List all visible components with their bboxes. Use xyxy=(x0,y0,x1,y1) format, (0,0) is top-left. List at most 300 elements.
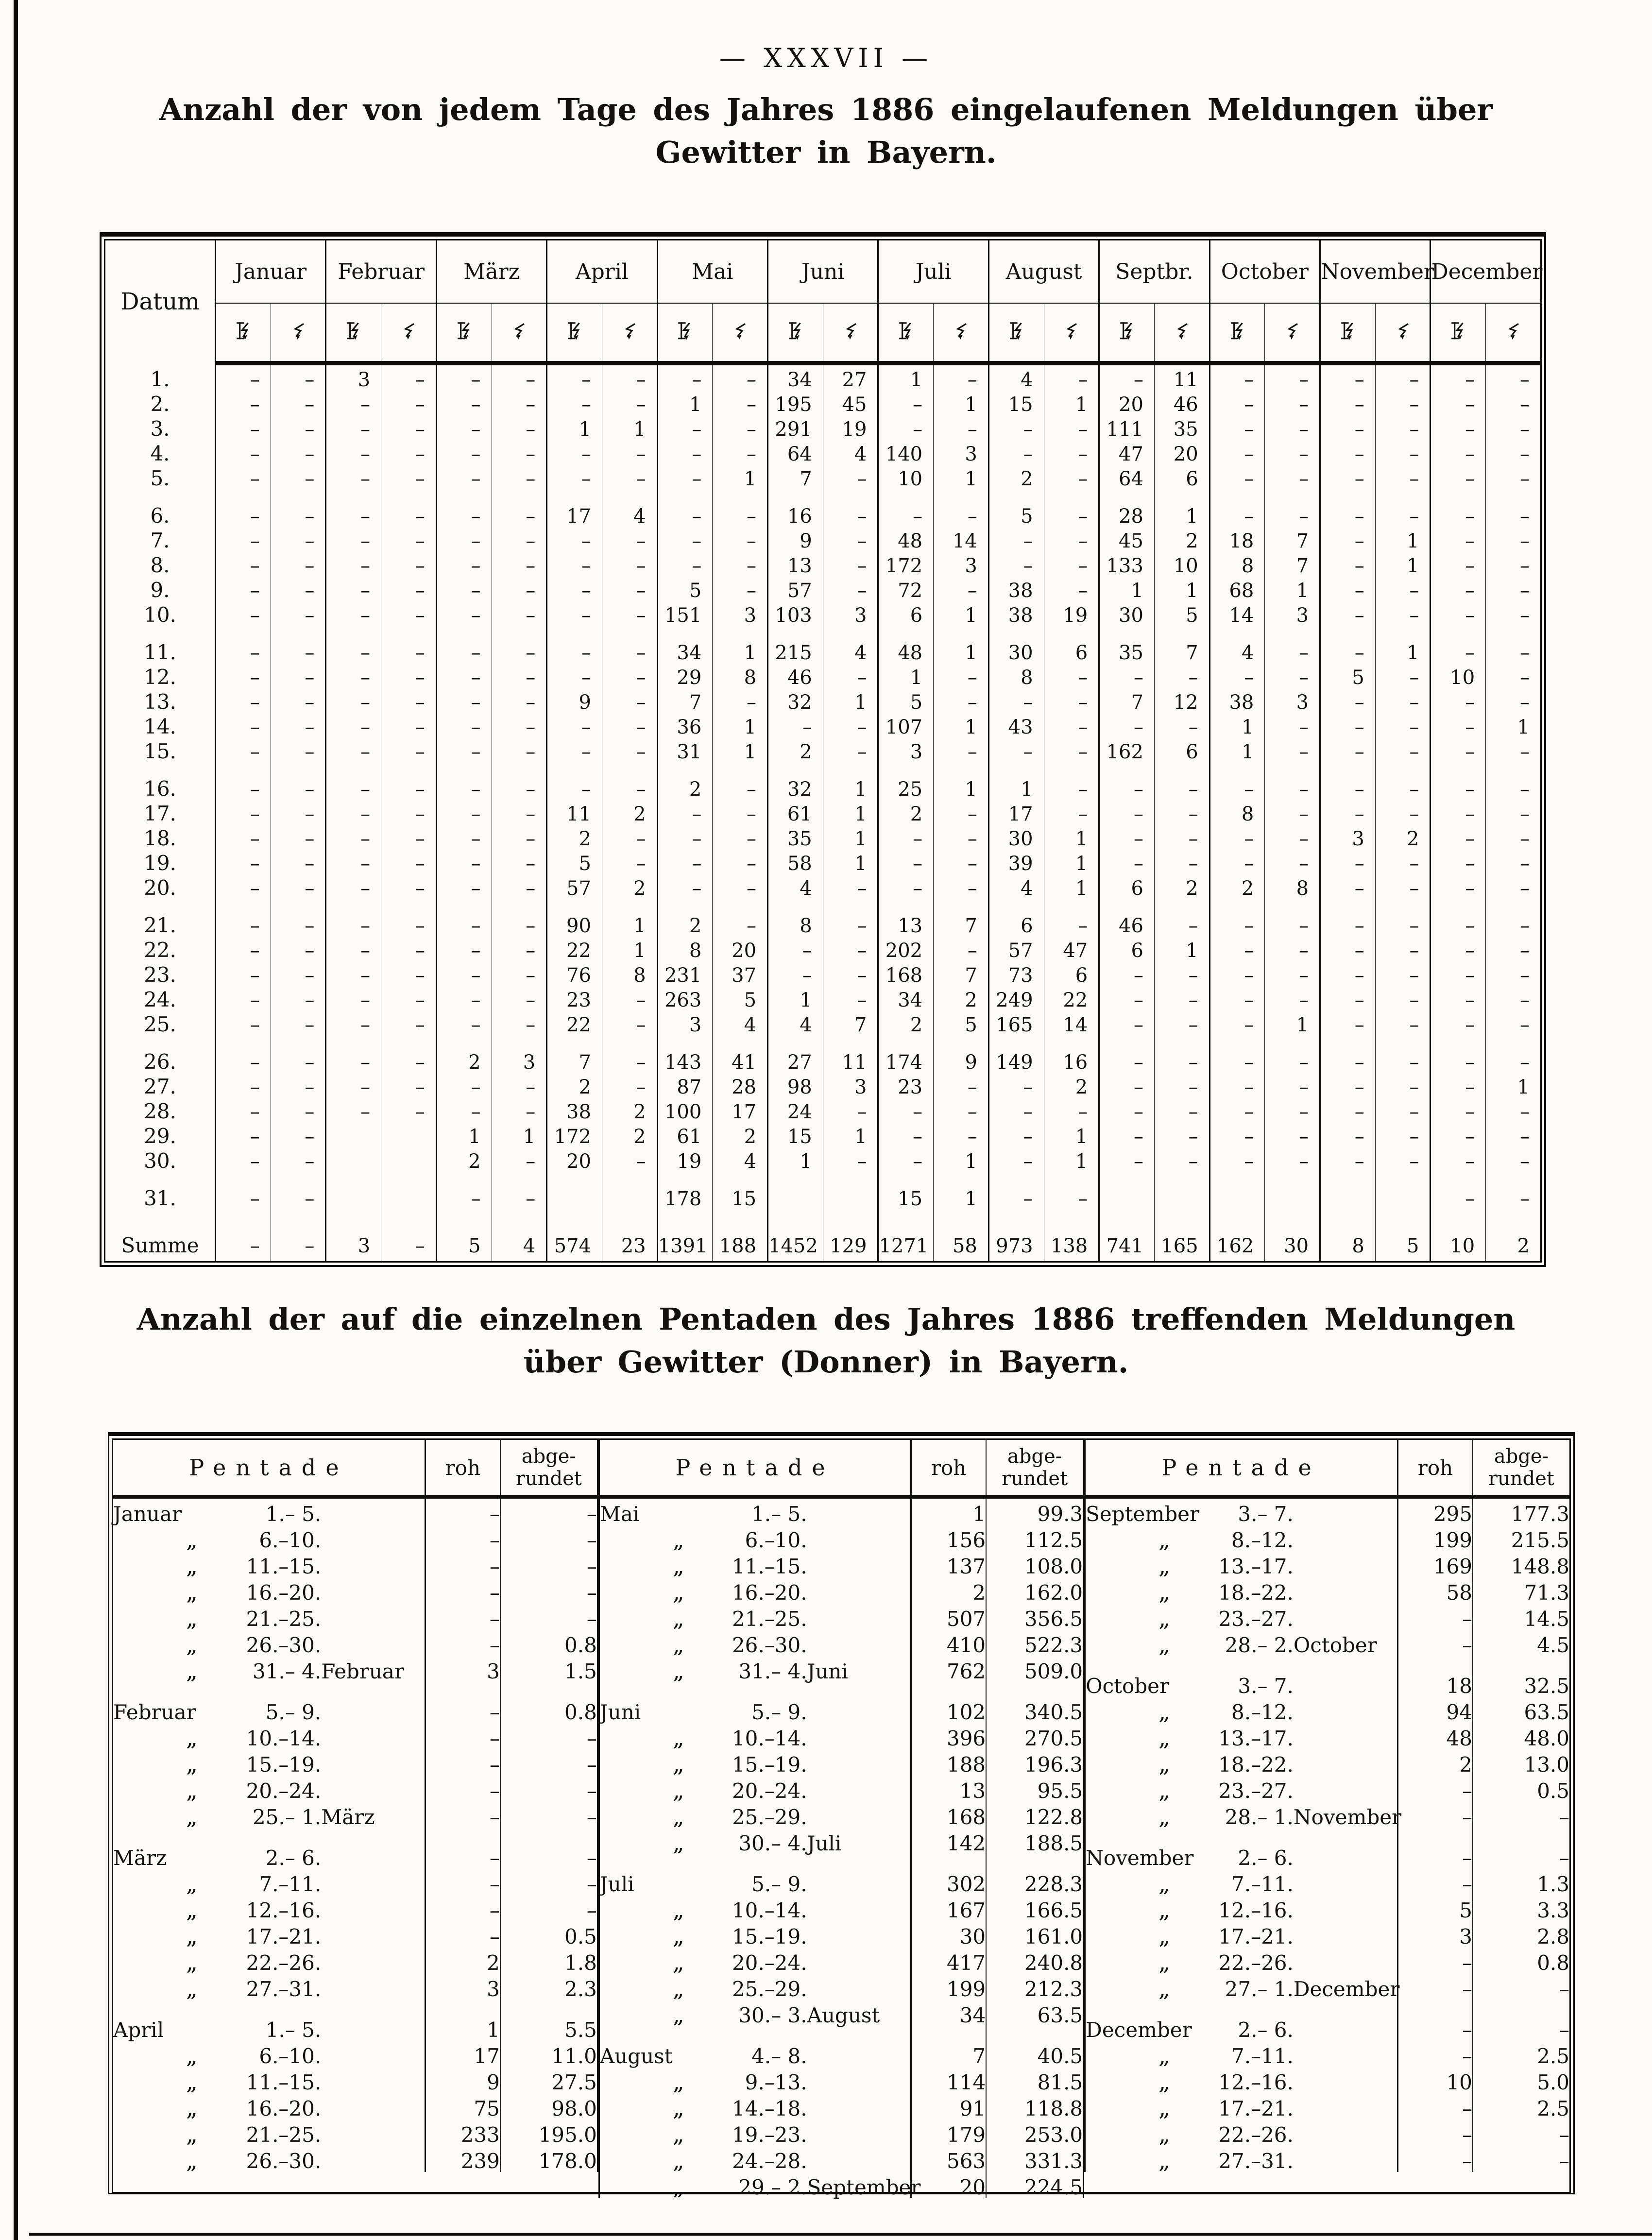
value-cell: – xyxy=(547,713,602,737)
row-label: 6. xyxy=(105,489,216,527)
value-cell: 1 xyxy=(1044,874,1099,899)
value-cell: 7 xyxy=(1154,626,1209,663)
row-label: 24. xyxy=(105,986,216,1010)
value-cell: – xyxy=(1320,626,1376,663)
value-cell: 2 xyxy=(878,800,934,824)
abgerundet-value: 63.5 xyxy=(986,2000,1084,2026)
value-cell: 1 xyxy=(1486,713,1541,737)
value-cell: – xyxy=(216,390,271,415)
value-cell: – xyxy=(1099,1010,1155,1035)
value-cell: – xyxy=(271,688,326,713)
pentad-suffix-month xyxy=(807,1682,911,1723)
value-cell: – xyxy=(1431,1147,1486,1172)
value-cell xyxy=(823,1172,878,1209)
day-row xyxy=(105,961,1541,986)
day-row xyxy=(105,626,1541,663)
value-cell: 202 xyxy=(878,936,934,961)
value-cell: 3 xyxy=(823,601,878,626)
wetterleuchten-column-header xyxy=(713,303,768,363)
ditto-mark: „ xyxy=(672,1975,684,2001)
value-cell: – xyxy=(1265,986,1320,1010)
month-header-row xyxy=(105,240,1541,304)
value-cell: 7 xyxy=(934,961,989,986)
value-cell: – xyxy=(436,626,492,663)
value-cell: 7 xyxy=(823,1010,878,1035)
pentad-suffix-month xyxy=(807,2067,911,2093)
ditto-mark: „ xyxy=(186,2120,198,2147)
value-cell: – xyxy=(271,737,326,762)
value-cell: – xyxy=(1209,1073,1265,1097)
abgerundet-value: 224.5 xyxy=(986,2172,1084,2198)
ditto-mark: „ xyxy=(186,1896,198,1923)
wetterleuchten-icon xyxy=(1505,321,1521,342)
row-label: 15. xyxy=(105,737,216,762)
value-cell: – xyxy=(381,824,437,849)
value-cell: 1 xyxy=(1375,527,1431,551)
value-cell: 17 xyxy=(547,489,602,527)
value-cell: 231 xyxy=(657,961,713,986)
value-cell: – xyxy=(1265,626,1320,663)
abgerundet-value: 108.0 xyxy=(986,1551,1084,1577)
pentad-month: Juni xyxy=(599,1700,641,1724)
row-label: 20. xyxy=(105,874,216,899)
value-cell: – xyxy=(1320,527,1376,551)
ditto-mark: „ xyxy=(672,1777,684,1803)
value-cell: 1 xyxy=(713,713,768,737)
value-cell: – xyxy=(381,713,437,737)
value-cell: – xyxy=(988,1147,1044,1172)
ditto-mark: „ xyxy=(186,1605,198,1631)
value-cell: – xyxy=(1375,489,1431,527)
pentad-row xyxy=(599,1682,1083,1723)
value-cell: – xyxy=(216,762,271,800)
pentad-month: August xyxy=(599,2044,673,2068)
value-cell: – xyxy=(1320,440,1376,464)
pentad-range: 20.–24. xyxy=(732,1950,807,1975)
pentad-row xyxy=(113,1723,597,1749)
abgerundet-value: 0.5 xyxy=(1473,1776,1569,1802)
pentad-suffix-month xyxy=(807,2093,911,2120)
pentad-row xyxy=(599,1802,1083,1828)
roh-value: 18 xyxy=(1397,1656,1473,1697)
value-cell: – xyxy=(381,1010,437,1035)
roh-value: – xyxy=(425,1869,500,1895)
roh-value: – xyxy=(425,1525,500,1551)
value-cell: – xyxy=(492,440,547,464)
value-cell: – xyxy=(381,874,437,899)
value-cell: 2 xyxy=(657,762,713,800)
value-cell: 8 xyxy=(1209,800,1265,824)
value-cell: – xyxy=(1320,551,1376,576)
pentad-range: 6.–10. xyxy=(259,2044,322,2068)
value-cell: – xyxy=(823,489,878,527)
value-cell: 11 xyxy=(1154,363,1209,391)
value-cell: 64 xyxy=(768,440,823,464)
value-cell: 107 xyxy=(878,713,934,737)
value-cell: – xyxy=(988,688,1044,713)
value-cell: 973 xyxy=(988,1209,1044,1262)
pentad-range: 12.–16. xyxy=(1218,2070,1294,2094)
wetterleuchten-icon xyxy=(843,321,858,342)
value-cell: 57 xyxy=(988,936,1044,961)
value-cell: – xyxy=(216,1172,271,1209)
abgerundet-value: 215.5 xyxy=(1473,1525,1569,1551)
value-cell: – xyxy=(492,849,547,874)
pentad-suffix-month xyxy=(1294,1551,1398,1577)
pentad-range: 15.–19. xyxy=(732,1924,807,1949)
value-cell: – xyxy=(436,849,492,874)
value-cell: – xyxy=(1265,824,1320,849)
value-cell: – xyxy=(1431,961,1486,986)
value-cell: 6 xyxy=(1154,464,1209,489)
pentad-suffix-month xyxy=(1294,1497,1398,1525)
pentad-row xyxy=(113,1921,597,1948)
value-cell: – xyxy=(492,961,547,986)
pentad-range: 17.–21. xyxy=(246,1924,322,1949)
daily-reports-table xyxy=(104,239,1542,1263)
abgerundet-value: 40.5 xyxy=(986,2026,1084,2067)
value-cell: – xyxy=(492,601,547,626)
month-header-october: October xyxy=(1209,240,1320,304)
pentad-row xyxy=(599,1497,1083,1525)
value-cell: – xyxy=(1209,762,1265,800)
value-cell: – xyxy=(1431,626,1486,663)
value-cell: – xyxy=(602,762,657,800)
pentad-suffix-month xyxy=(1294,1948,1398,1974)
value-cell: – xyxy=(271,849,326,874)
abgerundet-value: 253.0 xyxy=(986,2120,1084,2146)
row-label: 27. xyxy=(105,1073,216,1097)
abgerundet-value: 212.3 xyxy=(986,1974,1084,2000)
value-cell: – xyxy=(1431,874,1486,899)
value-cell: – xyxy=(1044,899,1099,936)
roh-value: 762 xyxy=(911,1656,987,1682)
value-cell: – xyxy=(271,986,326,1010)
value-cell: – xyxy=(602,601,657,626)
value-cell: – xyxy=(271,961,326,986)
value-cell: 30 xyxy=(1099,601,1155,626)
value-cell: 3 xyxy=(934,551,989,576)
value-cell: 4 xyxy=(768,1010,823,1035)
value-cell: – xyxy=(713,489,768,527)
roh-value: 114 xyxy=(911,2067,987,2093)
value-cell: – xyxy=(1044,576,1099,601)
value-cell: – xyxy=(1044,363,1099,391)
value-cell: – xyxy=(216,576,271,601)
abgerundet-value: 98.0 xyxy=(500,2093,598,2120)
value-cell: – xyxy=(1154,1122,1209,1147)
pentad-row xyxy=(1085,1525,1569,1551)
value-cell: – xyxy=(436,899,492,936)
value-cell: – xyxy=(1320,1122,1376,1147)
ditto-mark: „ xyxy=(186,1803,198,1830)
value-cell: – xyxy=(381,663,437,688)
value-cell: – xyxy=(1265,1035,1320,1073)
gewitter-column-header xyxy=(326,303,381,363)
value-cell: – xyxy=(492,390,547,415)
pentad-range: 15.–19. xyxy=(246,1752,322,1777)
value-cell: 57 xyxy=(547,874,602,899)
pentad-row xyxy=(1085,1656,1569,1697)
wetterleuchten-column-header xyxy=(934,303,989,363)
value-cell: – xyxy=(381,986,437,1010)
day-row xyxy=(105,663,1541,688)
value-cell: 36 xyxy=(657,713,713,737)
value-cell: – xyxy=(216,824,271,849)
gewitter-column-header xyxy=(1099,303,1155,363)
pentad-group-2 xyxy=(598,1440,1084,2198)
value-cell: 48 xyxy=(878,527,934,551)
roh-header: roh xyxy=(1397,1440,1473,1497)
value-cell: – xyxy=(326,961,381,986)
value-cell: – xyxy=(602,1147,657,1172)
value-cell: – xyxy=(381,440,437,464)
pentad-range: 16.–20. xyxy=(732,1580,807,1605)
ditto-mark: „ xyxy=(186,2147,198,2173)
abgerundet-value: – xyxy=(500,1828,598,1869)
value-cell: – xyxy=(934,1097,989,1122)
pentad-suffix-month xyxy=(321,2000,425,2041)
roh-value: – xyxy=(425,1682,500,1723)
day-row xyxy=(105,1035,1541,1073)
abgerundet-value: – xyxy=(1473,2120,1569,2146)
value-cell: 10 xyxy=(1154,551,1209,576)
pentad-range: 30.– 4. xyxy=(738,1831,807,1855)
value-cell xyxy=(1154,1172,1209,1209)
value-cell: – xyxy=(823,986,878,1010)
pentad-row xyxy=(113,1828,597,1869)
value-cell: 15 xyxy=(768,1122,823,1147)
value-cell: 1 xyxy=(713,464,768,489)
value-cell: 34 xyxy=(768,363,823,391)
value-cell: – xyxy=(657,849,713,874)
pentad-suffix-month: October xyxy=(1293,1633,1377,1657)
pentad-range: 16.–20. xyxy=(246,2096,322,2120)
pentad-suffix-month xyxy=(321,1682,425,1723)
abgerundet-value: 0.8 xyxy=(1473,1948,1569,1974)
value-cell xyxy=(1375,1172,1431,1209)
value-cell: 1 xyxy=(823,1122,878,1147)
pentad-suffix-month xyxy=(321,2093,425,2120)
value-cell: – xyxy=(1375,899,1431,936)
value-cell xyxy=(326,1122,381,1147)
value-cell: – xyxy=(436,961,492,986)
value-cell: 8 xyxy=(1265,874,1320,899)
pentad-row xyxy=(1085,1497,1569,1525)
value-cell: – xyxy=(381,899,437,936)
value-cell: 7 xyxy=(934,899,989,936)
value-cell: 140 xyxy=(878,440,934,464)
value-cell: – xyxy=(1375,440,1431,464)
roh-value: 137 xyxy=(911,1551,987,1577)
row-label: 13. xyxy=(105,688,216,713)
pentad-row xyxy=(599,2093,1083,2120)
value-cell: 2 xyxy=(436,1035,492,1073)
pentad-row xyxy=(599,1723,1083,1749)
value-cell: 7 xyxy=(768,464,823,489)
value-cell: – xyxy=(1431,415,1486,440)
pentad-range: 5.– 9. xyxy=(265,1700,322,1724)
value-cell: 3 xyxy=(1265,601,1320,626)
value-cell xyxy=(326,1172,381,1209)
pentad-suffix-month xyxy=(321,1577,425,1604)
value-cell: 13 xyxy=(768,551,823,576)
value-cell: 6 xyxy=(988,899,1044,936)
abgerundet-value: 356.5 xyxy=(986,1604,1084,1630)
value-cell: – xyxy=(326,713,381,737)
day-row xyxy=(105,1122,1541,1147)
value-cell: – xyxy=(1154,961,1209,986)
value-cell: – xyxy=(1486,626,1541,663)
value-cell: 58 xyxy=(768,849,823,874)
roh-value: – xyxy=(425,1802,500,1828)
value-cell: 133 xyxy=(1099,551,1155,576)
value-cell: – xyxy=(1375,936,1431,961)
roh-value: 9 xyxy=(425,2067,500,2093)
ditto-mark: „ xyxy=(1158,2094,1170,2121)
value-cell: – xyxy=(1375,1035,1431,1073)
table2-title-line1: Anzahl der auf die einzelnen Pentaden des Jahres 1886 treffenden Meldungen xyxy=(136,1301,1516,1337)
ditto-mark: „ xyxy=(1158,2147,1170,2173)
pentad-range: 5.– 9. xyxy=(751,1872,807,1896)
day-row xyxy=(105,390,1541,415)
value-cell: – xyxy=(602,849,657,874)
abgerundet-value: 196.3 xyxy=(986,1749,1084,1776)
pentad-range: 26.–30. xyxy=(246,1633,322,1657)
month-header-november: November xyxy=(1320,240,1431,304)
pentad-range: 27.– 1. xyxy=(1225,1977,1294,2001)
pentad-range: 18.–22. xyxy=(1218,1580,1294,1605)
ditto-mark: „ xyxy=(1158,1698,1170,1725)
abgerundet-value: 13.0 xyxy=(1473,1749,1569,1776)
pentad-header-row xyxy=(113,1440,597,1497)
pentad-range: 10.–14. xyxy=(246,1726,322,1750)
value-cell: – xyxy=(823,713,878,737)
value-cell xyxy=(381,1122,437,1147)
value-cell: – xyxy=(934,688,989,713)
month-header-april: April xyxy=(547,240,657,304)
ditto-mark: „ xyxy=(672,1724,684,1751)
value-cell: – xyxy=(436,737,492,762)
value-cell: – xyxy=(1320,762,1376,800)
value-cell: – xyxy=(1099,1097,1155,1122)
value-cell: – xyxy=(1154,899,1209,936)
value-cell: – xyxy=(1375,1073,1431,1097)
roh-value: 1 xyxy=(425,2000,500,2041)
page-number: — XXXVII — xyxy=(719,43,933,73)
pentad-suffix-month xyxy=(807,1749,911,1776)
value-cell: – xyxy=(602,390,657,415)
abgerundet-value: – xyxy=(1473,1828,1569,1869)
value-cell: – xyxy=(1375,415,1431,440)
value-cell: 12 xyxy=(1154,688,1209,713)
ditto-mark: „ xyxy=(1158,1975,1170,2001)
roh-value: 102 xyxy=(911,1682,987,1723)
value-cell: 741 xyxy=(1099,1209,1155,1262)
value-cell: – xyxy=(878,1147,934,1172)
value-cell: – xyxy=(381,363,437,391)
value-cell: 162 xyxy=(1099,737,1155,762)
value-cell: – xyxy=(271,1172,326,1209)
value-cell: 1 xyxy=(878,363,934,391)
wetterleuchten-column-header xyxy=(1486,303,1541,363)
gewitter-icon xyxy=(236,321,251,342)
value-cell: – xyxy=(1431,849,1486,874)
ditto-mark: „ xyxy=(1158,1803,1170,1830)
value-cell: – xyxy=(216,800,271,824)
value-cell: 27 xyxy=(768,1035,823,1073)
value-cell: – xyxy=(216,440,271,464)
roh-value: 169 xyxy=(1397,1551,1473,1577)
abgerundet-value: 5.5 xyxy=(500,2000,598,2041)
day-row xyxy=(105,1010,1541,1035)
row-label: 7. xyxy=(105,527,216,551)
value-cell: – xyxy=(768,936,823,961)
roh-header: roh xyxy=(911,1440,987,1497)
value-cell: – xyxy=(1431,936,1486,961)
pentad-range: 5.– 9. xyxy=(751,1700,807,1724)
pentad-row xyxy=(599,1854,1083,1895)
roh-value: 199 xyxy=(911,1974,987,2000)
value-cell: – xyxy=(492,1172,547,1209)
value-cell: – xyxy=(436,824,492,849)
value-cell: 31 xyxy=(657,737,713,762)
pentad-suffix-month: August xyxy=(807,2003,880,2027)
ditto-mark: „ xyxy=(1158,1870,1170,1897)
value-cell: 3 xyxy=(1320,824,1376,849)
ditto-mark: „ xyxy=(186,1750,198,1777)
value-cell: – xyxy=(326,899,381,936)
value-cell: – xyxy=(436,688,492,713)
ditto-mark: „ xyxy=(672,1750,684,1777)
value-cell: – xyxy=(934,663,989,688)
value-cell: – xyxy=(1265,440,1320,464)
roh-value: – xyxy=(425,1921,500,1948)
value-cell: – xyxy=(1375,363,1431,391)
value-cell: – xyxy=(1431,601,1486,626)
abgerundet-value: 99.3 xyxy=(986,1497,1084,1525)
pentad-row xyxy=(599,1656,1083,1682)
pentad-suffix-month xyxy=(1294,1749,1398,1776)
abgerundet-value: 240.8 xyxy=(986,1948,1084,1974)
value-cell: 7 xyxy=(1265,527,1320,551)
ditto-mark: „ xyxy=(1158,1949,1170,1975)
pentad-range: 8.–12. xyxy=(1231,1528,1294,1552)
value-cell: 149 xyxy=(988,1035,1044,1073)
ditto-mark: „ xyxy=(672,2147,684,2173)
pentad-suffix-month xyxy=(807,1948,911,1974)
value-cell: – xyxy=(216,363,271,391)
value-cell: 58 xyxy=(934,1209,989,1262)
value-cell: – xyxy=(1099,713,1155,737)
value-cell: 5 xyxy=(657,576,713,601)
roh-value: 156 xyxy=(911,1525,987,1551)
value-cell: – xyxy=(216,737,271,762)
value-cell: – xyxy=(1265,849,1320,874)
wetterleuchten-column-header xyxy=(381,303,437,363)
value-cell: – xyxy=(1320,1035,1376,1073)
value-cell: 19 xyxy=(657,1147,713,1172)
roh-value: – xyxy=(1397,2041,1473,2067)
pentade-header: Pentade xyxy=(113,1440,425,1497)
value-cell: – xyxy=(436,713,492,737)
pentad-table-frame xyxy=(108,1432,1575,2200)
value-cell: – xyxy=(381,1209,437,1262)
day-row xyxy=(105,576,1541,601)
pentad-range: 18.–22. xyxy=(1218,1752,1294,1777)
value-cell: – xyxy=(657,527,713,551)
pentad-row xyxy=(599,1630,1083,1656)
